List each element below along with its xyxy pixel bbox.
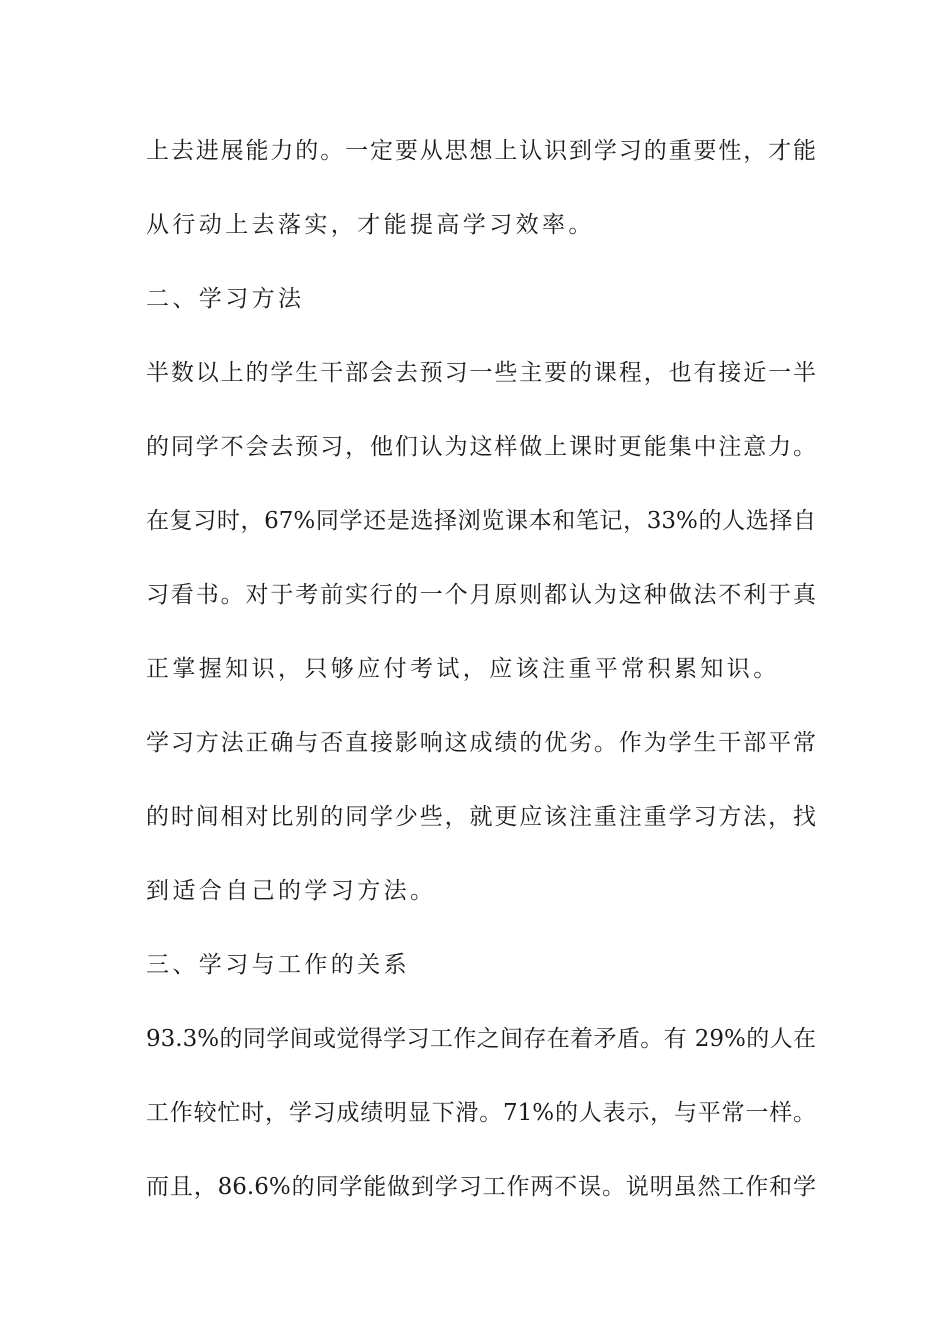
paragraph-line: 正掌握知识，只够应付考试，应该注重平常积累知识。 [146, 656, 780, 682]
paragraph-line: 工作较忙时，学习成绩明显下滑。71%的人表示，与平常一样。 [146, 1100, 816, 1126]
paragraph-line: 在复习时，67%同学还是选择浏览课本和笔记，33%的人选择自 [146, 508, 816, 534]
section-heading: 二、学习方法 [146, 286, 305, 312]
paragraph-line: 的时间相对比别的同学少些，就更应该注重注重学习方法，找 [146, 804, 816, 830]
paragraph-line: 半数以上的学生干部会去预习一些主要的课程，也有接近一半 [146, 360, 816, 386]
paragraph-line: 的同学不会去预习，他们认为这样做上课时更能集中注意力。 [146, 434, 816, 460]
paragraph-line: 到适合自己的学习方法。 [146, 878, 437, 904]
paragraph-line: 上去进展能力的。一定要从思想上认识到学习的重要性，才能 [146, 138, 816, 164]
paragraph-line: 从行动上去落实，才能提高学习效率。 [146, 212, 595, 238]
paragraph-line: 93.3%的同学间或觉得学习工作之间存在着矛盾。有 29%的人在 [146, 1026, 816, 1052]
paragraph-line: 学习方法正确与否直接影响这成绩的优劣。作为学生干部平常 [146, 730, 816, 756]
paragraph-line: 而且，86.6%的同学能做到学习工作两不误。说明虽然工作和学 [146, 1174, 816, 1200]
section-heading: 三、学习与工作的关系 [146, 952, 410, 978]
paragraph-line: 习看书。对于考前实行的一个月原则都认为这种做法不利于真 [146, 582, 816, 608]
